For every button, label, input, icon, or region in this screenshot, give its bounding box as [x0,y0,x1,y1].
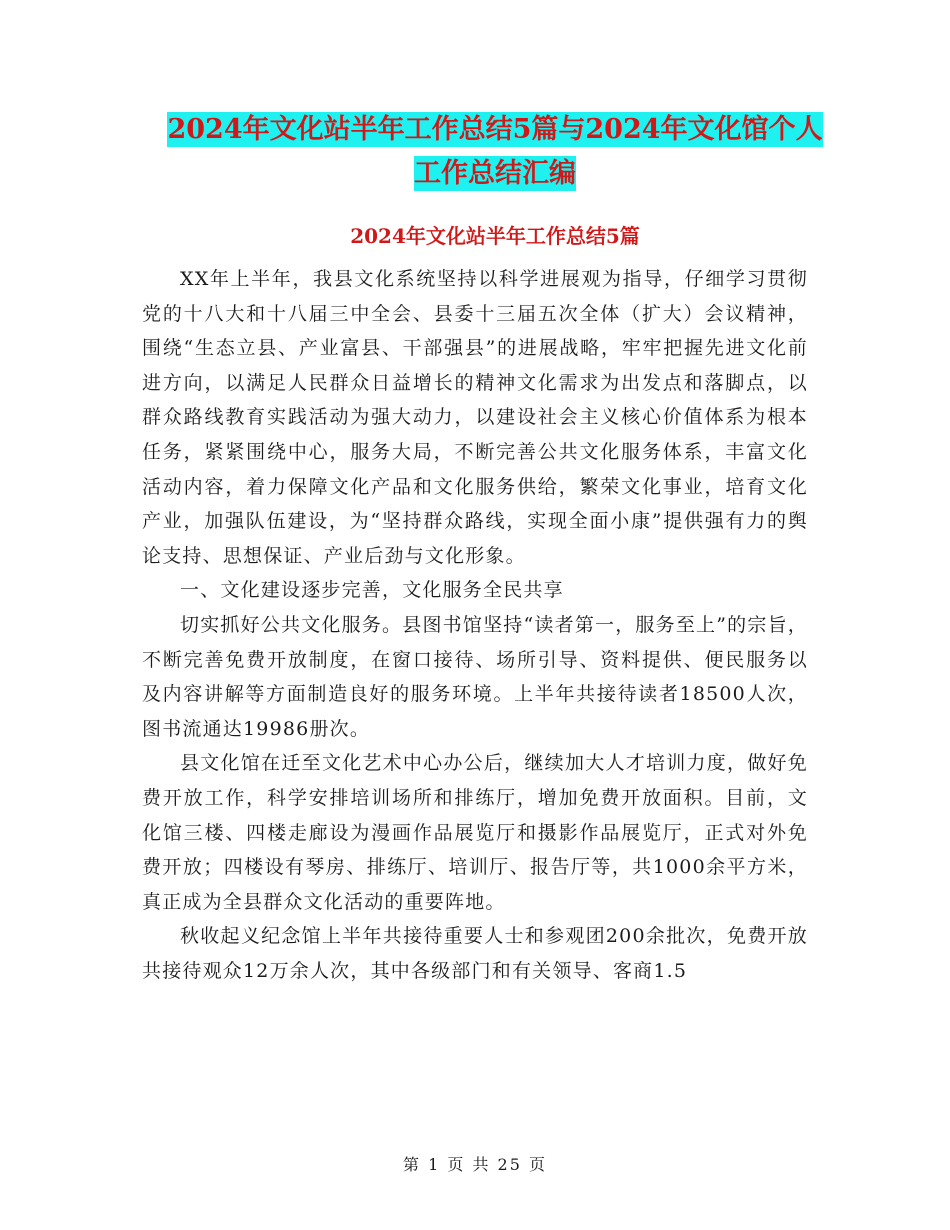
paragraph-cultural-center: 县文化馆在迁至文化艺术中心办公后，继续加大人才培训力度，做好免费开放工作，科学安排培训场所和排练厅，增加免费开放面积。目前，文化馆三楼、四楼走廊设为漫画作品展览厅和摄影作品展览厅，正式对外免费开放；四楼设有琴房、排练厅、培训厅、报告厅等，共1000余平方米，真正成为全县群众文化活动的重要阵地。 [142,752,808,913]
document-title [140,108,850,196]
document-title-line-1: 2024年文化站半年工作总结5篇与2024年文化馆个人 [167,114,823,145]
document-body [142,262,808,988]
page-footer: 第 1 页 共 25 页 [403,1155,547,1174]
document-title-line-2: 工作总结汇编 [414,158,576,189]
paragraph-memorial-hall: 秋收起义纪念馆上半年共接待重要人士和参观团200余批次，免费开放共接待观众12万余人次，其中各级部门和有关领导、客商1.5 [142,925,808,982]
paragraph-library: 切实抓好公共文化服务。县图书馆坚持“读者第一，服务至上”的宗旨，不断完善免费开放制度，在窗口接待、场所引导、资料提供、便民服务以及内容讲解等方面制造良好的服务环境。上半年共接待读者18500人次，图书流通达19986册次。 [142,613,808,740]
section-title: 2024年文化站半年工作总结5篇 [350,224,640,248]
heading-section-one: 一、文化建设逐步完善，文化服务全民共享 [180,579,564,602]
paragraph-intro: XX年上半年，我县文化系统坚持以科学进展观为指导，仔细学习贯彻党的十八大和十八届三中全会、县委十三届五次全体（扩大）会议精神，围绕“生态立县、产业富县、干部强县”的进展战略，牢牢把握先进文化前进方向，以满足人民群众日益增长的精神文化需求为出发点和落脚点，以群众路线教育实践活动为强大动力，以建设社会主义核心价值体系为根本任务，紧紧围绕中心，服务大局，不断完善公共文化服务体系，丰富文化活动内容，着力保障文化产品和文化服务供给，繁荣文化事业，培育文化产业，加强队伍建设，为“坚持群众路线，实现全面小康”提供强有力的舆论支持、思想保证、产业后劲与文化形象。 [142,268,808,567]
